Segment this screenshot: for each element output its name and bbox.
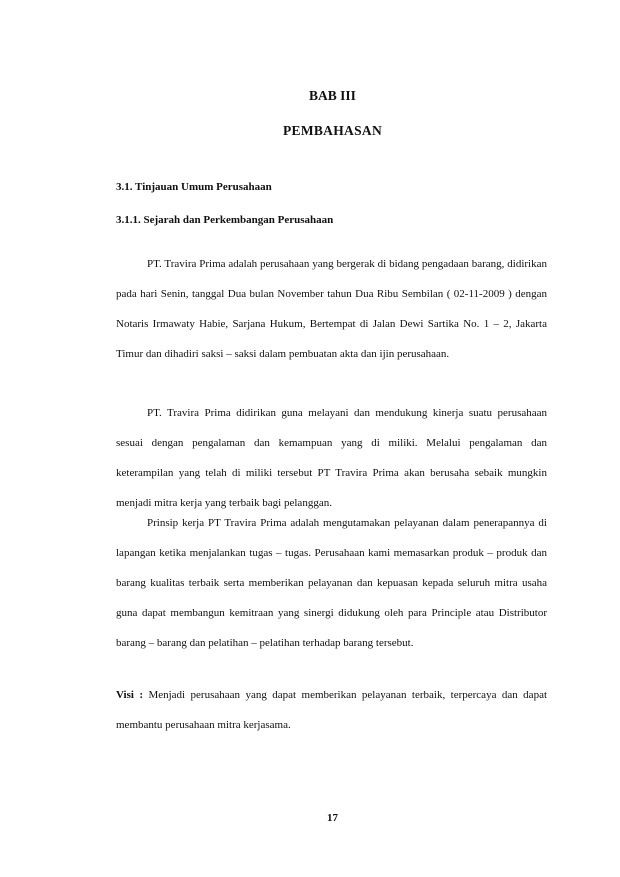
paragraph-text: PT. Travira Prima adalah perusahaan yang bergerak di bidang pengadaan barang, didirikan pada hari Senin, tanggal Dua bulan November tahun Dua Ribu Sembilan ( 02-11-2009 ) dengan Notaris Irmawaty Habie, Sarjana Hukum, Bertempat di Jalan Dewi Sartika No. 1 – 2, Jakarta Timur dan dihadiri saksi – saksi dalam pembuatan akta dan ijin perusahaan. — [116, 258, 547, 360]
paragraph-text: PT. Travira Prima didirikan guna melayani dan mendukung kinerja suatu perusahaan sesuai dengan pengalaman dan kemampuan yang di miliki. Melalui pengalaman dan keterampilan yang telah di miliki tersebut PT Travira Prima akan berusaha sebaik mungkin menjadi mitra kerja yang terbaik bagi pelanggan. — [116, 407, 547, 509]
paragraph-text: Prinsip kerja PT Travira Prima adalah mengutamakan pelayanan dalam penerapannya di lapangan ketika menjalankan tugas – tugas. Perusahaan kami memasarkan produk – produk dan barang kualitas terbaik serta memberikan pelayanan dan kepuasan kepada seluruh mitra usaha guna dapat membangun kemitraan yang sinergi didukung oleh para Principle atau Distributor barang – barang dan pelatihan – pelatihan terhadap barang tersebut. — [116, 517, 547, 649]
paragraph-principle — [116, 508, 547, 658]
subsection-heading: 3.1.1. Sejarah dan Perkembangan Perusahaan — [116, 214, 334, 226]
vision-statement — [116, 680, 547, 740]
vision-text: Menjadi perusahaan yang dapat memberikan pelayanan terbaik, terpercaya dan dapat membantu perusahaan mitra kerjasama. — [116, 689, 548, 731]
section-heading: 3.1. Tinjauan Umum Perusahaan — [116, 181, 272, 193]
page-number: 17 — [327, 812, 338, 824]
paragraph-purpose — [116, 398, 547, 518]
paragraph-history — [116, 249, 547, 369]
vision-label: Visi : — [116, 689, 144, 701]
chapter-number: BAB III — [309, 88, 356, 103]
chapter-title: PEMBAHASAN — [282, 123, 382, 138]
